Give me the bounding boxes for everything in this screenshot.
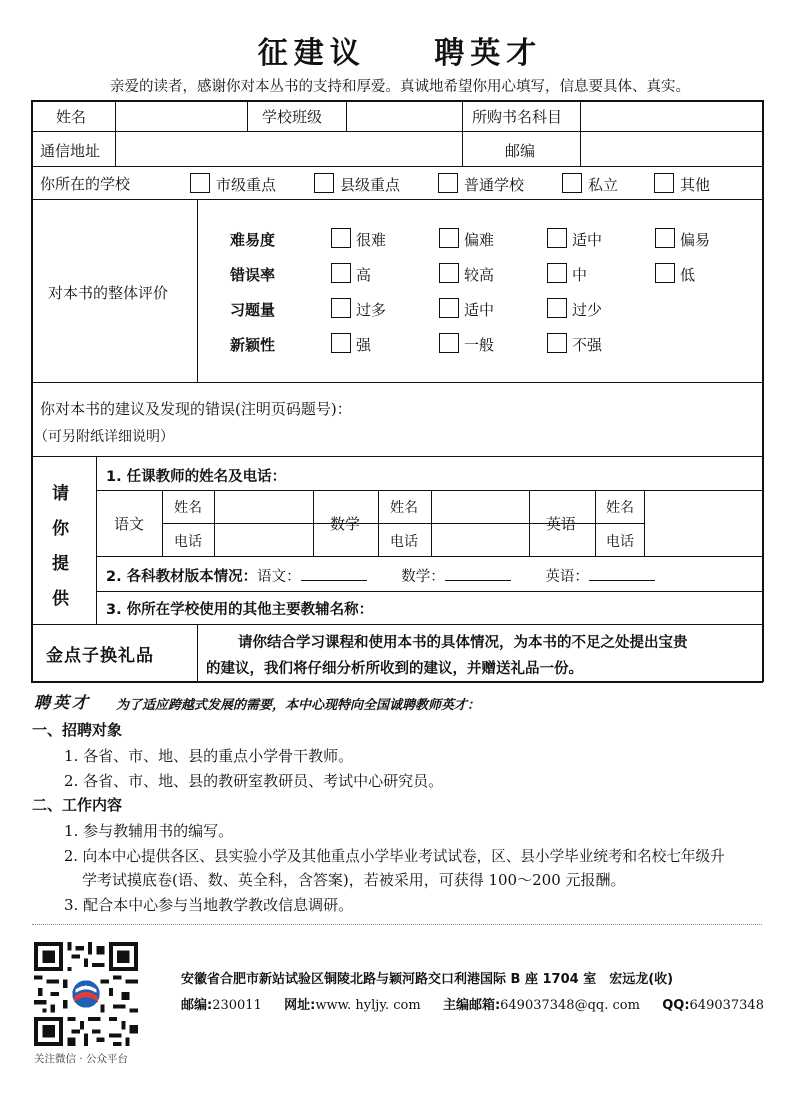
class-label: 学校班级 (262, 108, 323, 126)
rating-checkbox[interactable] (331, 228, 351, 248)
textbook-chinese-label: 语文： (257, 569, 301, 585)
footer-site-label: 网址: (284, 998, 316, 1013)
footer-postcode: 230011 (212, 998, 262, 1013)
footer-qq-label: QQ: (662, 998, 690, 1013)
rating-option: 不强 (572, 336, 603, 354)
provide-char: 提 (52, 554, 69, 574)
qr-caption: 关注微信 · 公众平台 (34, 1053, 129, 1065)
book-field[interactable] (581, 102, 761, 130)
subject-label: 英语 (546, 515, 577, 533)
textbook-english-label: 英语： (545, 569, 589, 585)
rating-option: 很难 (356, 231, 387, 249)
section2-item: 2. 向本中心提供各区、县实验小学及其他重点小学毕业考试试卷，区、县小学毕业统考和名校七年级升 (64, 848, 725, 865)
rating-checkbox[interactable] (655, 263, 675, 283)
page-title (0, 28, 800, 72)
postcode-label: 邮编 (505, 142, 536, 160)
section1-title: 一、招聘对象 (32, 721, 123, 739)
title-left: 征建议 (257, 36, 366, 71)
footer-site[interactable]: www. hyljy. com (315, 998, 421, 1013)
textbook-math-blank[interactable] (445, 566, 511, 581)
gift-label: 金点子换礼品 (46, 646, 154, 666)
footer-qq: 649037348 (689, 998, 764, 1013)
footer-contact-line (181, 994, 764, 1013)
rating-option: 适中 (572, 231, 603, 249)
rating-option: 一般 (464, 336, 495, 354)
school-checkbox-5[interactable] (654, 173, 674, 193)
chinese-teacher-name-field[interactable] (215, 491, 312, 522)
section1-item: 2. 各省、市、地、县的教研室教研员、考试中心研究员。 (64, 772, 444, 790)
textbook-question (106, 565, 655, 586)
school-checkbox-4[interactable] (562, 173, 582, 193)
textbook-english-blank[interactable] (589, 566, 655, 581)
rating-checkbox[interactable] (439, 333, 459, 353)
gift-text-line2: 的建议，我们将仔细分析所收到的建议，并赠送礼品一份。 (206, 661, 583, 677)
sub-phone-label: 电话 (606, 534, 634, 550)
school-option: 县级重点 (340, 176, 401, 194)
school-checkbox-3[interactable] (438, 173, 458, 193)
rating-checkbox[interactable] (439, 228, 459, 248)
provide-char: 供 (52, 589, 69, 609)
rating-label: 难易度 (230, 231, 276, 249)
textbook-chinese-blank[interactable] (301, 566, 367, 581)
textbook-math-label: 数学： (401, 569, 445, 585)
sub-name-label: 姓名 (390, 500, 418, 516)
intro-text: 亲爱的读者，感谢你对本丛书的支持和厚爱。真诚地希望你用心填写，信息要具体、真实。 (110, 79, 690, 95)
rating-option: 过少 (572, 301, 603, 319)
sub-name-label: 姓名 (606, 500, 634, 516)
postcode-field[interactable] (581, 133, 761, 165)
footer-email-label: 主编邮箱: (442, 998, 501, 1013)
rating-option: 过多 (356, 301, 387, 319)
school-option: 普通学校 (464, 176, 525, 194)
rating-checkbox[interactable] (547, 333, 567, 353)
rating-checkbox[interactable] (439, 298, 459, 318)
rating-option: 高 (356, 266, 372, 284)
rating-checkbox[interactable] (547, 263, 567, 283)
sub-phone-label: 电话 (390, 534, 418, 550)
section1-item: 1. 各省、市、地、县的重点小学骨干教师。 (64, 747, 354, 765)
english-teacher-name-field[interactable] (645, 491, 761, 522)
school-option: 其他 (680, 176, 711, 194)
rating-option: 偏难 (464, 231, 495, 249)
sub-name-label: 姓名 (174, 500, 202, 516)
rating-checkbox[interactable] (547, 298, 567, 318)
section2-item: 3. 配合本中心参与当地教学教改信息调研。 (64, 896, 354, 914)
rating-option: 中 (572, 266, 588, 284)
teacher-question: 1. 任课教师的姓名及电话： (106, 469, 287, 485)
english-teacher-phone-field[interactable] (645, 524, 761, 555)
math-teacher-name-field[interactable] (432, 491, 528, 522)
address-label: 通信地址 (40, 142, 101, 160)
evaluation-label: 对本书的整体评价 (48, 284, 169, 302)
recruit-intro: 为了适应跨越式发展的需要，本中心现特向全国诚聘教师英才： (116, 698, 481, 713)
school-option: 私立 (588, 176, 619, 194)
chinese-teacher-phone-field[interactable] (215, 524, 312, 555)
school-option: 市级重点 (216, 176, 277, 194)
footer-address: 安徽省合肥市新站试验区铜陵北路与颖河路交口利港国际 B 座 1704 室 宏远龙(收) (181, 972, 674, 987)
rating-option: 较高 (464, 266, 495, 284)
rating-option: 低 (680, 266, 696, 284)
rating-checkbox[interactable] (439, 263, 459, 283)
title-right: 聘英才 (434, 36, 543, 71)
subject-label: 数学 (330, 515, 361, 533)
section2-item-cont: 学考试摸底卷(语、数、英全科，含答案)，若被采用，可获得 100～200 元报酬。 (82, 871, 626, 889)
rating-option: 适中 (464, 301, 495, 319)
section2-item: 1. 参与教辅用书的编写。 (64, 822, 234, 840)
subject-label: 语文 (114, 515, 145, 533)
section2-title: 二、工作内容 (32, 796, 123, 814)
name-field[interactable] (116, 102, 246, 130)
school-checkbox-2[interactable] (314, 173, 334, 193)
rating-checkbox[interactable] (331, 263, 351, 283)
school-checkbox-1[interactable] (190, 173, 210, 193)
rating-label: 新颖性 (230, 336, 276, 354)
rating-checkbox[interactable] (655, 228, 675, 248)
provide-char: 你 (52, 519, 69, 539)
rating-option: 强 (356, 336, 372, 354)
rating-checkbox[interactable] (331, 333, 351, 353)
gift-text-line1: 请你结合学习课程和使用本书的具体情况，为本书的不足之处提出宝贵 (238, 635, 688, 651)
qr-code[interactable] (34, 942, 138, 1046)
rating-checkbox[interactable] (331, 298, 351, 318)
rating-checkbox[interactable] (547, 228, 567, 248)
address-field[interactable] (116, 133, 461, 165)
sub-phone-label: 电话 (174, 534, 202, 550)
class-field[interactable] (347, 102, 461, 130)
name-label: 姓名 (56, 108, 87, 126)
suggestion-note: （可另附纸详细说明） (34, 429, 174, 445)
rating-label: 习题量 (230, 301, 276, 319)
footer-postcode-label: 邮编: (181, 998, 213, 1013)
rating-label: 错误率 (230, 266, 276, 284)
divider (32, 924, 762, 925)
reference-question: 3. 你所在学校使用的其他主要教辅名称： (106, 602, 374, 618)
footer-email[interactable]: 649037348@qq. com (500, 998, 640, 1013)
book-label: 所购书名科目 (472, 108, 563, 126)
textbook-question-label: 2. 各科教材版本情况： (106, 569, 258, 585)
suggestion-label: 你对本书的建议及发现的错误(注明页码题号)： (40, 400, 352, 418)
recruit-heading: 聘英才 (34, 693, 92, 712)
school-label: 你所在的学校 (40, 175, 131, 193)
suggestion-area[interactable] (33, 384, 761, 454)
provide-char: 请 (52, 484, 69, 504)
rating-option: 偏易 (680, 231, 711, 249)
math-teacher-phone-field[interactable] (432, 524, 528, 555)
